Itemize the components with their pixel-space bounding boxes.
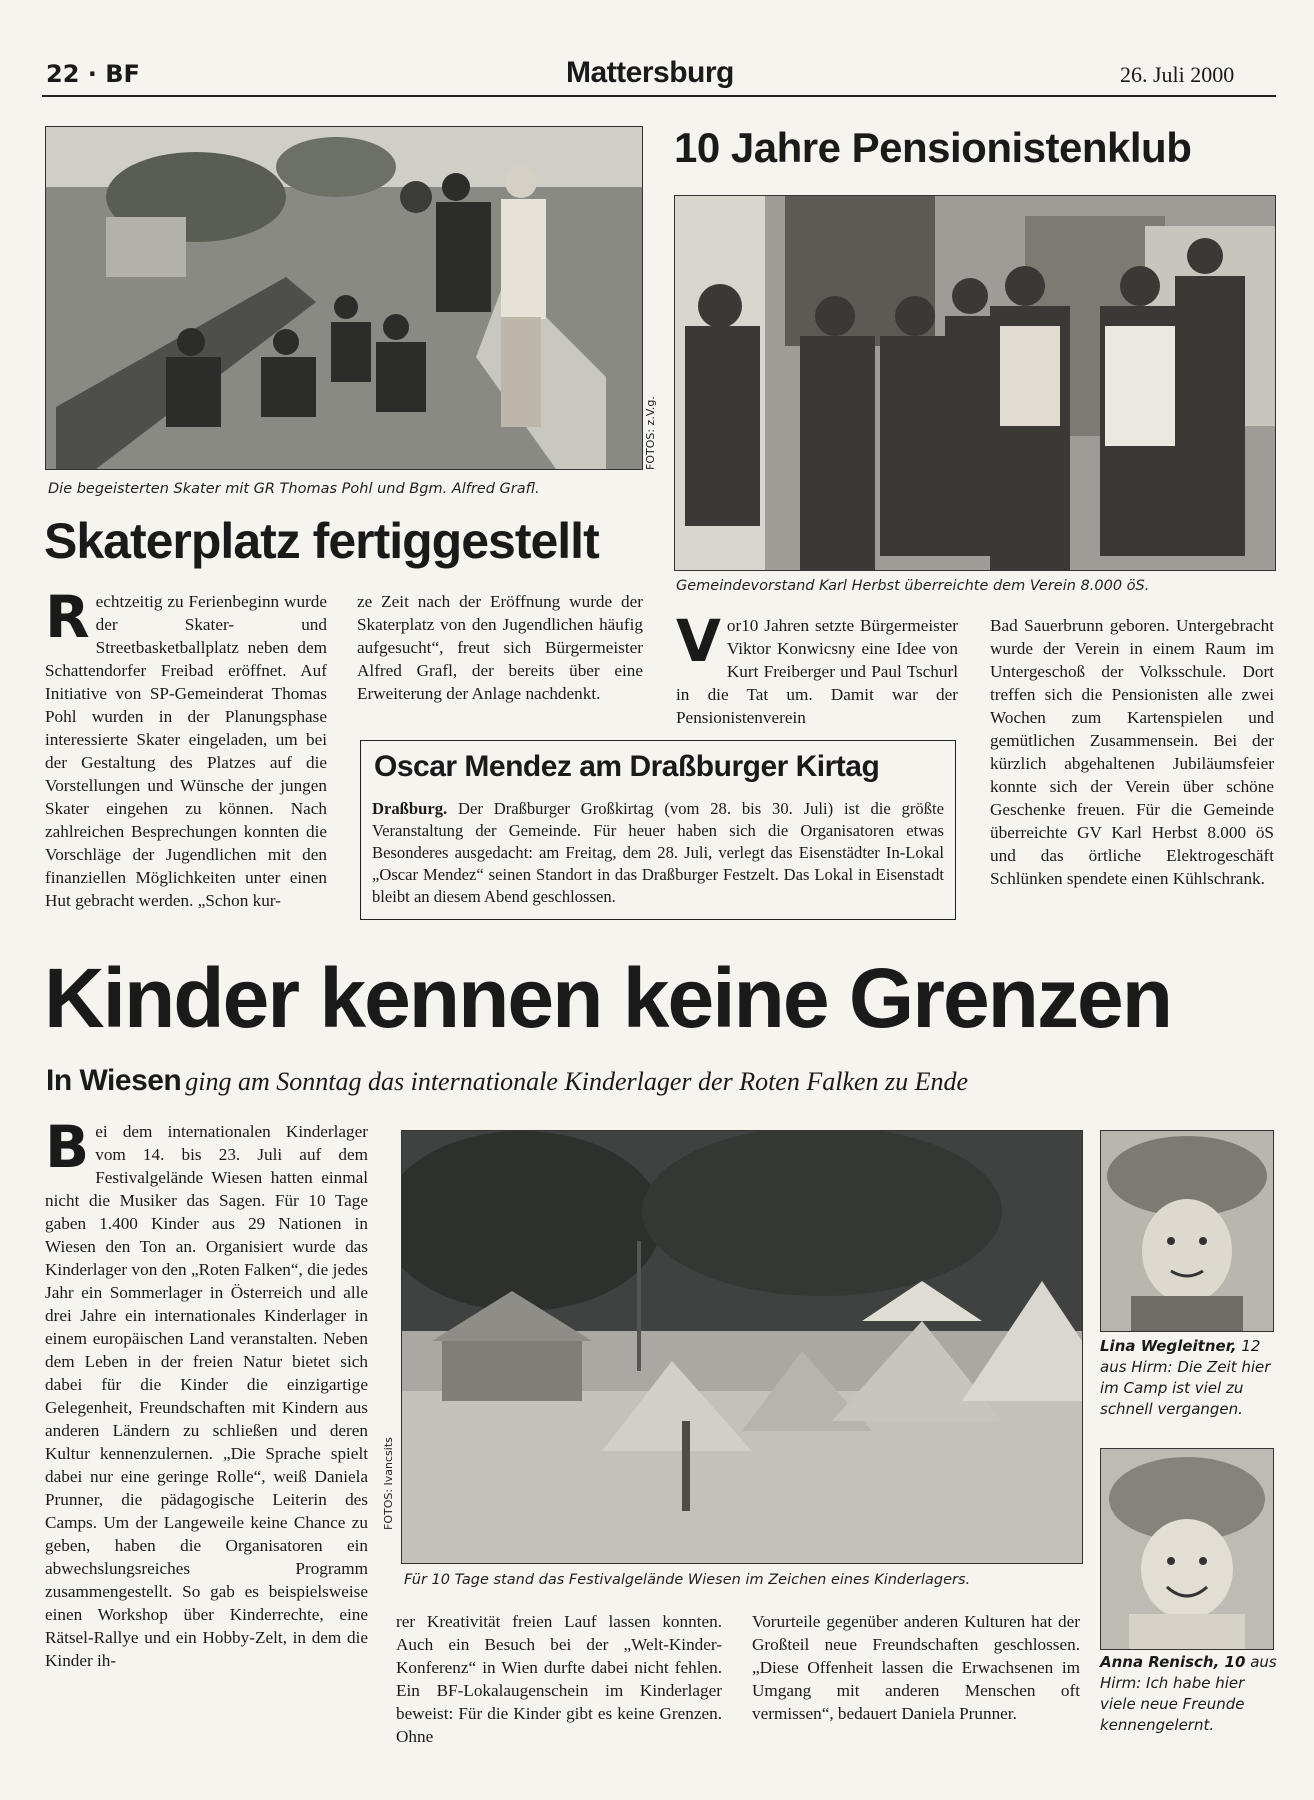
kinder-subhead-bold: In Wiesen	[46, 1064, 182, 1097]
lina-caption	[1100, 1336, 1280, 1420]
skater-column-1-text: echtzeitig zu Ferienbeginn wurde der Skater- und Streetbasketballplatz neben dem Schattendorfer Freibad eröffnet. Auf Initiative von SP-Gemeinderat Thomas Pohl wurden in der Planungsphase interessierte Skater eingeladen, um bei der Gestaltung des Platzes auf die Vorstellungen und Wünsche der jungen Skater eingehen zu können. Nach zahlreichen Besprechungen konnten die Vorschläge der Jugendlichen mit den finanziellen Möglichkeiten unter einen Hut gebracht werden. „Schon kur-	[45, 592, 327, 910]
page-number: 22 · BF	[46, 60, 140, 88]
anna-caption	[1100, 1652, 1280, 1736]
pension-photo-caption: Gemeindevorstand Karl Herbst überreichte dem Verein 8.000 öS.	[676, 578, 1150, 594]
kinder-column-1-text: ei dem internationalen Kinderlager vom 14. bis 23. Juli auf dem Festivalgelände Wiesen hatten einmal nicht die Musiker das Sagen. Für 10 Tage gaben 1.400 Kinder aus 29 Nationen in Wiesen den Ton an. Organisiert wurde das Kinderlager von den „Roten Falken“, die jedes Jahr ein Sommerlager in Österreich und alle drei Jahre ein internationales Kinderlager in einem europäischen Land veranstalten. Neben dem Leben in der freien Natur bietet sich dabei für die Kinder die einzigartige Gelegenheit, Freundschaften mit Kindern aus anderen Ländern zu schließen und deren Kultur kennenzulernen. „Die Sprache spielt dabei nur eine geringe Rolle“, weiß Daniela Prunner, die pädagogische Leiterin des Camps. Um der Langeweile keine Chance zu geben, haben die Organisatoren ein abwechslungsreiches Programm zusammengestellt. So gab es beispielsweise einen Workshop über Kinderrechte, eine Rätsel-Rallye und ein Hobby-Zelt, in dem die Kinder ih-	[45, 1122, 368, 1670]
camp-photo-credit: FOTOS: Ivancsits	[382, 1437, 395, 1530]
kinder-headline: Kinder kennen keine Grenzen	[44, 951, 1172, 1045]
pension-column-2: Bad Sauerbrunn geboren. Untergebracht wurde der Verein in einem Raum im Untergeschoß der Volksschule. Dort treffen sich die Pensionisten alle zwei Wochen zum Kartenspielen und gemütlichen Zusammensein. Bei der kürzlich abgehaltenen Jubiläumsfeier konnte sich der Verein über schöne Geschenke freuen. Für die Gemeinde überreichte GV Karl Herbst 8.000 öS und das örtliche Elektrogeschäft Schlünken spendete einen Kühlschrank.	[990, 616, 1274, 888]
lina-photo	[1100, 1130, 1274, 1332]
kinder-subhead	[46, 1064, 968, 1098]
section-title: Mattersburg	[566, 56, 734, 89]
skater-photo-caption: Die begeisterten Skater mit GR Thomas Pohl und Bgm. Alfred Grafl.	[48, 481, 540, 497]
skater-photo-credit: FOTOS: z.V.g.	[644, 396, 657, 470]
skater-column-1	[45, 583, 327, 912]
anna-photo	[1100, 1448, 1274, 1650]
kinder-subhead-italic: ging am Sonntag das internationale Kinderlager der Roten Falken zu Ende	[185, 1067, 969, 1096]
kinder-dropcap: B	[45, 1113, 90, 1181]
kinder-column-1	[45, 1113, 368, 1672]
pension-dropcap: V	[676, 607, 721, 675]
skater-photo	[45, 126, 643, 470]
skater-headline: Skaterplatz fertiggestellt	[44, 513, 599, 569]
anna-quote: aus Hirm: Ich habe hier viele neue Freunde kennengelernt.	[1100, 1653, 1277, 1734]
lina-quote: 12 aus Hirm: Die Zeit hier im Camp ist viel zu schnell vergangen.	[1100, 1337, 1271, 1418]
pension-column-1	[676, 607, 958, 729]
kinder-column-3: Vorurteile gegenüber anderen Kulturen hat der Großteil neue Freundschaften geschlossen. „Diese Offenheit lassen die Erwachsenen im Umgang mit anderen Menschen oft vermissen“, bedauert Daniela Prunner.	[752, 1612, 1080, 1723]
pension-headline: 10 Jahre Pensionistenklub	[674, 124, 1192, 171]
oscar-headline: Oscar Mendez am Draßburger Kirtag	[374, 750, 880, 783]
anna-name: Anna Renisch, 10	[1100, 1653, 1246, 1671]
kinder-column-2: rer Kreativität freien Lauf lassen konnten. Auch ein Besuch bei der „Welt-Kinder-Konferenz“ in Wien durfte dabei nicht fehlen. Ein BF-Lokalaugenschein im Kinderlager beweist: Für die Kinder gibt es keine Grenzen. Ohne	[396, 1612, 722, 1746]
issue-date: 26. Juli 2000	[1120, 62, 1235, 87]
pension-column-1-text: or10 Jahren setzte Bürgermeister Viktor Konwicsny eine Idee von Kurt Freiberger und Paul Tschurl in die Tat um. Damit war der Pensionistenverein	[676, 616, 958, 727]
camp-photo	[401, 1130, 1083, 1564]
oscar-text-body: Der Draßburger Großkirtag (vom 28. bis 30. Juli) ist die größte Veranstaltung der Gemeinde. Für heuer haben sich die Organisatoren etwas Besonderes ausgedacht: am Freitag, dem 28. Juli, verlegt das Eisenstädter In-Lokal „Oscar Mendez“ seinen Standort in das Draßburger Festzelt. Das Lokal in Eisenstadt bleibt an diesem Abend geschlossen.	[372, 799, 944, 906]
header-rule	[42, 95, 1276, 97]
skater-column-2: ze Zeit nach der Eröffnung wurde der Skaterplatz von den Jugendlichen häufig aufgesucht“, freut sich Bürgermeister Alfred Grafl, der bereits über eine Erweiterung der Anlage nachdenkt.	[357, 592, 643, 703]
pension-photo	[674, 195, 1276, 571]
camp-photo-caption: Für 10 Tage stand das Festivalgelände Wiesen im Zeichen eines Kinderlagers.	[404, 1572, 971, 1588]
oscar-text	[372, 798, 944, 908]
oscar-dateline: Draßburg.	[372, 799, 448, 818]
skater-dropcap: R	[45, 583, 90, 651]
lina-name: Lina Wegleitner,	[1100, 1337, 1237, 1355]
